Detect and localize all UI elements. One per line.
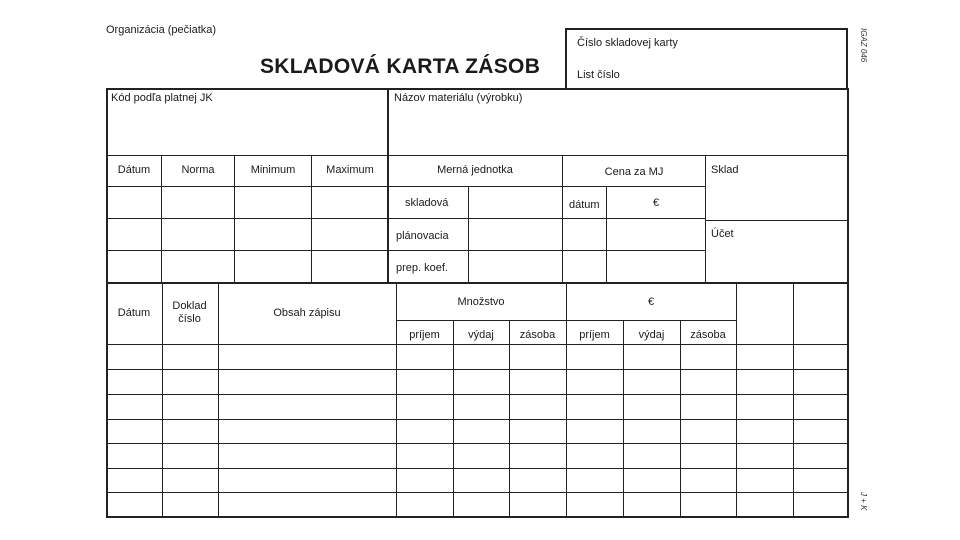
grid-line [106,468,848,469]
doc-label-line2: číslo [178,313,201,325]
grid-line [793,284,794,517]
material-name-label: Názov materiálu (výrobku) [394,92,523,104]
doc-label-line1: Doklad [172,300,207,312]
quantity-header: Množstvo [457,296,505,308]
grid-line [106,443,848,444]
form-code: IGAZ 046 [859,28,868,63]
grid-line [106,369,848,370]
price-header: Cena za MJ [604,166,664,178]
organization-label: Organizácia (pečiatka) [106,24,217,36]
page-title: SKLADOVÁ KARTA ZÁSOB [260,55,541,78]
grid-line [106,419,848,420]
value-header: € [647,296,655,308]
grid-line [736,284,737,517]
value-issue-label: výdaj [638,329,665,341]
unit-header: Merná jednotka [437,164,513,176]
value-stock-label: zásoba [690,329,726,341]
grid-line [566,284,567,517]
value-receipt-label: príjem [579,329,610,341]
limits-date-label: Dátum [117,164,151,176]
qty-stock-label: zásoba [519,329,556,341]
qty-issue-label: výdaj [468,329,494,341]
account-label: Účet [711,228,734,240]
minimum-label: Minimum [250,164,296,176]
grid-line [106,344,848,345]
unit-coef-label: prep. koef. [396,262,448,274]
grid-line [106,492,848,493]
doc-number-label [162,300,217,326]
warehouse-label: Sklad [711,164,739,176]
unit-stock-label: skladová [405,197,449,209]
sheet-number-label: List číslo [577,69,620,81]
grid-line [106,394,848,395]
grid-line [396,284,397,517]
entry-label: Obsah zápisu [273,307,341,319]
qty-receipt-label: príjem [409,329,440,341]
code-label: Kód podľa platnej JK [111,92,213,104]
unit-planning-label: plánovacia [396,230,449,242]
norm-label: Norma [181,164,215,176]
maximum-label: Maximum [326,164,374,176]
price-currency: € [652,197,660,209]
footer-code: J + K [859,492,868,511]
price-date-label: dátum [569,199,600,211]
card-number-label: Číslo skladovej karty [577,37,678,49]
ledger-date-label: Dátum [117,307,151,319]
